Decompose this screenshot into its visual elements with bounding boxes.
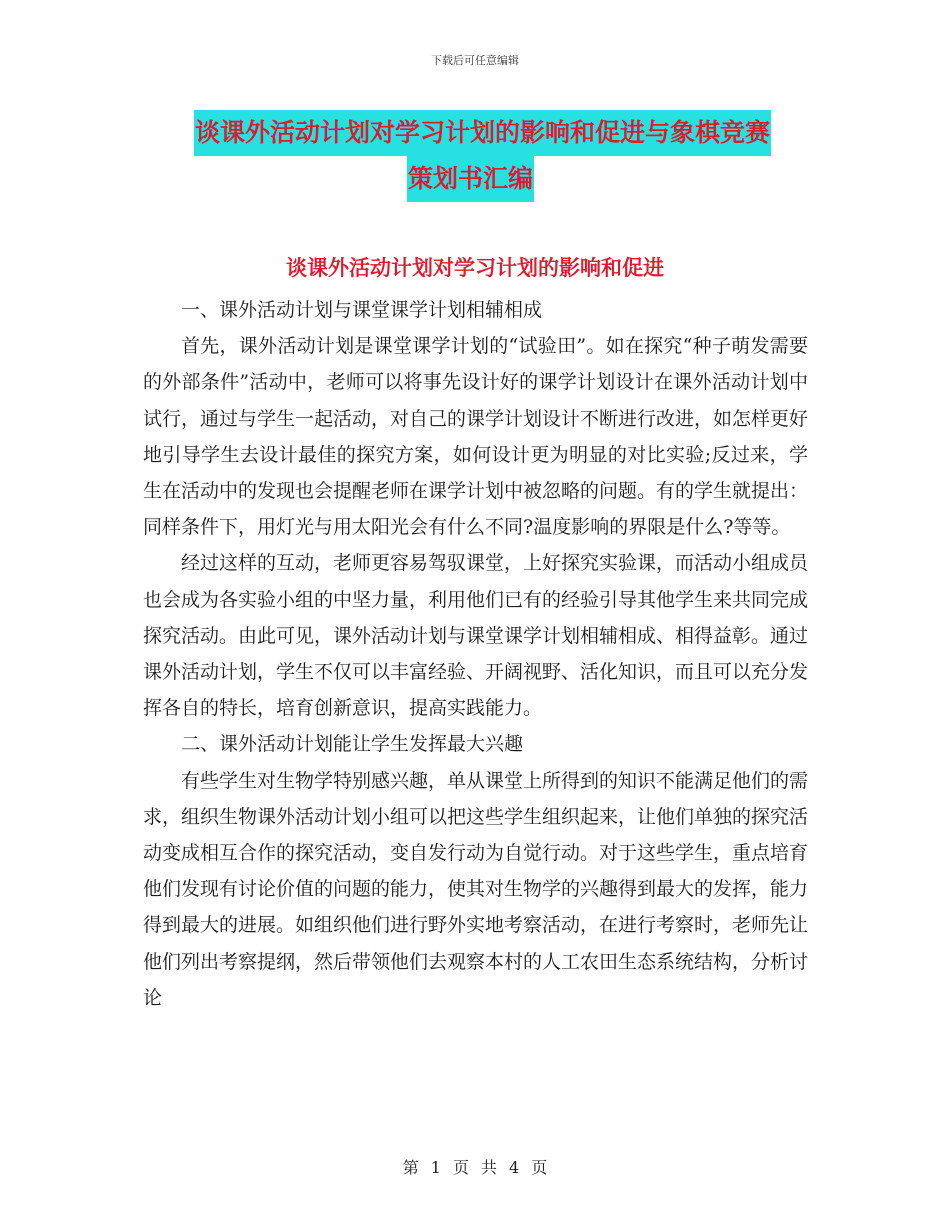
page-footer	[0, 1155, 950, 1178]
footer-suffix: 页	[531, 1158, 548, 1177]
body-text	[143, 292, 808, 1016]
paragraph: 首先，课外活动计划是课堂课学计划的“试验田”。如在探究“种子萌发需要的外部条件”活动中，老师可以将事先设计好的课学计划设计在课外活动计划中试行，通过与学生一起活动，对自己的课学计划设计不断进行改进，如怎样更好地引导学生去设计最佳的探究方案，如何设计更为明显的对比实验;反过来，学生在活动中的发现也会提醒老师在课学计划中被忽略的问题。有的学生就提出：同样条件下，用灯光与用太阳光会有什么不同?温度影响的界限是什么?等等。	[143, 335, 809, 539]
paragraph-heading-1: 一、课外活动计划与课堂课学计划相辅相成	[181, 299, 543, 321]
page-header-note: 下载后可任意编辑	[431, 54, 519, 67]
section-title: 谈课外活动计划对学习计划的影响和促进	[286, 256, 664, 280]
paragraph: 经过这样的互动，老师更容易驾驭课堂，上好探究实验课，而活动小组成员也会成为各实验小组的中坚力量，利用他们已有的经验引导其他学生来共同完成探究活动。由此可见，课外活动计划与课堂课学计划相辅相成、相得益彰。通过课外活动计划，学生不仅可以丰富经验、开阔视野、活化知识，而且可以充分发挥各自的特长，培育创新意识，提高实践能力。	[143, 552, 809, 720]
paragraph-heading-2: 二、课外活动计划能让学生发挥最大兴趣	[181, 733, 524, 756]
document-title-line-1: 谈课外活动计划对学习计划的影响和促进与象棋竞赛	[194, 110, 771, 156]
footer-mid: 页	[452, 1158, 469, 1177]
footer-of: 共	[481, 1158, 498, 1177]
footer-prefix: 第	[402, 1158, 419, 1177]
document-title-line-2: 策划书汇编	[407, 156, 534, 202]
footer-page-number: 1	[430, 1158, 441, 1177]
footer-total-pages: 4	[509, 1158, 520, 1177]
paragraph: 有些学生对生物学特别感兴趣，单从课堂上所得到的知识不能满足他们的需求，组织生物课外活动计划小组可以把这些学生组织起来，让他们单独的探究活动变成相互合作的探究活动，变自发行动为自觉行动。对于这些学生，重点培育他们发现有讨论价值的问题的能力，使其对生物学的兴趣得到最大的发挥，能力得到最大的进展。如组织他们进行野外实地考察活动，在进行考察时，老师先让他们列出考察提纲，然后带领他们去观察本村的人工农田生态系统结构，分析讨论	[143, 769, 809, 1009]
